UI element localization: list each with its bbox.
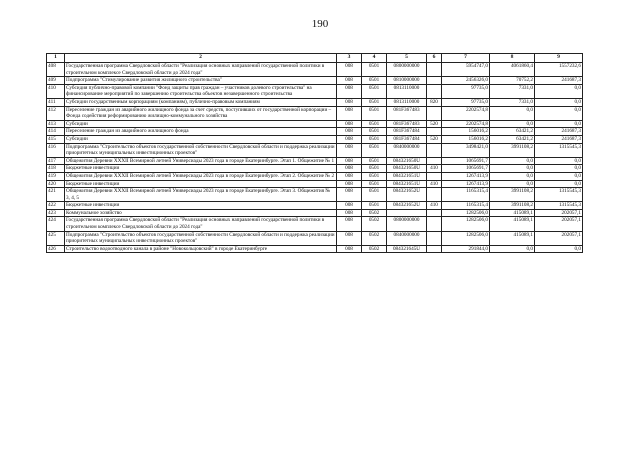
row-amount-2: 0,0 bbox=[490, 120, 535, 128]
table-row bbox=[47, 120, 583, 128]
table-row bbox=[47, 84, 583, 98]
table-row bbox=[47, 63, 583, 77]
row-number: 414 bbox=[47, 128, 65, 136]
row-section-code: 0502 bbox=[362, 209, 387, 217]
row-amount-3: 1557232,6 bbox=[535, 63, 583, 77]
row-expense-type bbox=[427, 231, 442, 245]
row-number: 420 bbox=[47, 180, 65, 188]
row-name: Переселение граждан из аварийного жилищного фонда bbox=[65, 128, 337, 136]
row-amount-3: 202057,1 bbox=[535, 231, 583, 245]
row-expense-type bbox=[427, 84, 442, 98]
row-amount-2: 3991108,2 bbox=[490, 143, 535, 157]
row-number: 415 bbox=[47, 135, 65, 143]
row-amount-3: 241687,3 bbox=[535, 128, 583, 136]
row-section-code: 0501 bbox=[362, 106, 387, 120]
row-amount-3: 0,0 bbox=[535, 98, 583, 106]
row-amount-1: 1165315,4 bbox=[442, 188, 490, 202]
row-ministry-code: 008 bbox=[337, 135, 362, 143]
row-amount-3: 0,0 bbox=[535, 245, 583, 253]
row-amount-1: 1267413,9 bbox=[442, 180, 490, 188]
row-name: Субсидии государственным корпорациям (компаниям), публично-правовым компаниям bbox=[65, 98, 337, 106]
table-row bbox=[47, 128, 583, 136]
row-amount-2: 4061860,4 bbox=[490, 63, 535, 77]
row-section-code: 0501 bbox=[362, 135, 387, 143]
row-name: Подпрограмма "Строительство объектов государственной собственности Свердловской области и поддержка реализации приоритетных муниципальных инвестиционных проектов" bbox=[66, 231, 335, 245]
table-header-row bbox=[47, 54, 583, 63]
row-expense-type bbox=[427, 143, 442, 157]
row-amount-3: 1315545,3 bbox=[535, 143, 583, 157]
row-number: 416 bbox=[47, 143, 65, 157]
row-target-code bbox=[387, 209, 427, 217]
row-target-code: 0813110000 bbox=[387, 98, 427, 106]
row-amount-2: 7331,0 bbox=[490, 98, 535, 106]
row-amount-1: 1065691,7 bbox=[442, 157, 490, 165]
row-amount-2: 415089,1 bbox=[490, 217, 535, 231]
row-target-code: 0810000000 bbox=[387, 77, 427, 85]
row-amount-1: 5954747,0 bbox=[442, 63, 490, 77]
row-number: 424 bbox=[47, 217, 65, 231]
column-header: 2 bbox=[65, 54, 337, 63]
column-header: 9 bbox=[535, 54, 583, 63]
row-expense-type bbox=[427, 217, 442, 231]
row-amount-2: 0,0 bbox=[490, 180, 535, 188]
row-number: 425 bbox=[47, 231, 65, 245]
row-target-code: 081F367484 bbox=[387, 135, 427, 143]
table-row bbox=[47, 188, 583, 202]
row-section-code: 0501 bbox=[362, 143, 387, 157]
row-ministry-code: 008 bbox=[337, 157, 362, 165]
row-ministry-code: 008 bbox=[337, 202, 362, 210]
row-section-code: 0501 bbox=[362, 63, 387, 77]
row-amount-3: 1315545,3 bbox=[535, 202, 583, 210]
column-header: 8 bbox=[490, 54, 535, 63]
table-row bbox=[47, 180, 583, 188]
row-amount-3: 0,0 bbox=[535, 120, 583, 128]
row-ministry-code: 008 bbox=[337, 120, 362, 128]
row-amount-1: 2202574,8 bbox=[442, 106, 490, 120]
row-amount-3: 202057,1 bbox=[535, 209, 583, 217]
row-expense-type: 520 bbox=[427, 120, 442, 128]
row-name: Бюджетные инвестиции bbox=[65, 180, 337, 188]
row-target-code: 0840000000 bbox=[387, 231, 427, 245]
row-target-code: 084321651U bbox=[387, 180, 427, 188]
row-name: Государственная программа Свердловской области "Реализация основных направлений государственной политики в строительном комплексе Свердловской области до 2024 года" bbox=[65, 63, 337, 77]
row-name: Бюджетные инвестиции bbox=[65, 202, 337, 210]
table-row bbox=[47, 231, 583, 245]
row-target-code: 0800000000 bbox=[387, 217, 427, 231]
row-ministry-code: 008 bbox=[337, 188, 362, 202]
row-ministry-code: 008 bbox=[337, 106, 362, 120]
row-name: Переселение граждан из аварийного жилищного фонда за счет средств, поступивших от государственной корпорации – Фонда содействия реформированию жилищно-коммунального хозяйства bbox=[65, 106, 337, 120]
row-target-code: 084321652U bbox=[387, 202, 427, 210]
row-name: Общежития Деревни XXXII Всемирной летней Универсиады 2023 года в городе Екатеринбурге. Этап 3. Общежития № 3, 4, 5 bbox=[65, 188, 337, 202]
row-target-code: 0800000000 bbox=[387, 63, 427, 77]
row-amount-2: 0,0 bbox=[490, 106, 535, 120]
row-ministry-code: 008 bbox=[337, 231, 362, 245]
row-target-code: 084321652U bbox=[387, 188, 427, 202]
row-name: Общежития Деревни XXXII Всемирной летней Универсиады 2023 года в городе Екатеринбурге. Этап 2. Общежитие № 2 bbox=[65, 172, 337, 180]
row-target-code: 0840000000 bbox=[387, 143, 427, 157]
budget-table bbox=[46, 53, 583, 253]
row-expense-type: 520 bbox=[427, 135, 442, 143]
row-amount-2: 70752,2 bbox=[490, 77, 535, 85]
row-number: 419 bbox=[47, 172, 65, 180]
row-amount-1: 97735,0 bbox=[442, 84, 490, 98]
row-amount-2: 0,0 bbox=[490, 157, 535, 165]
table-row bbox=[47, 135, 583, 143]
row-amount-1: 156016,2 bbox=[442, 135, 490, 143]
row-number: 417 bbox=[47, 157, 65, 165]
row-ministry-code: 008 bbox=[337, 180, 362, 188]
row-expense-type bbox=[427, 209, 442, 217]
row-expense-type bbox=[427, 77, 442, 85]
row-amount-3: 0,0 bbox=[535, 180, 583, 188]
row-ministry-code: 008 bbox=[337, 209, 362, 217]
column-header: 1 bbox=[47, 54, 65, 63]
table-row bbox=[47, 98, 583, 106]
row-amount-1: 2456326,0 bbox=[442, 77, 490, 85]
row-name: Государственная программа Свердловской области "Реализация основных направлений государственной политики в строительном комплексе Свердловской области до 2024 года" bbox=[65, 217, 337, 231]
row-expense-type bbox=[427, 128, 442, 136]
table-row bbox=[47, 165, 583, 173]
row-amount-1: 291844,0 bbox=[442, 245, 490, 253]
row-section-code: 0501 bbox=[362, 202, 387, 210]
row-amount-2: 3991108,2 bbox=[490, 188, 535, 202]
row-number: 426 bbox=[47, 245, 65, 253]
row-ministry-code: 008 bbox=[337, 245, 362, 253]
row-amount-1: 97735,0 bbox=[442, 98, 490, 106]
column-header: 4 bbox=[362, 54, 387, 63]
column-header: 6 bbox=[427, 54, 442, 63]
page-number: 190 bbox=[311, 18, 329, 30]
row-section-code: 0501 bbox=[362, 188, 387, 202]
row-name: Субсидия публично-правовой компании "Фонд защиты прав граждан – участников долевого строительства" на финансирование мероприятий по завершению строительства объектов незавершенного строительства bbox=[65, 84, 337, 98]
row-ministry-code: 008 bbox=[337, 63, 362, 77]
row-amount-3: 0,0 bbox=[535, 84, 583, 98]
row-target-code: 081F367484 bbox=[387, 128, 427, 136]
row-ministry-code: 008 bbox=[337, 98, 362, 106]
row-number: 418 bbox=[47, 165, 65, 173]
row-section-code: 0501 bbox=[362, 77, 387, 85]
row-section-code: 0501 bbox=[362, 165, 387, 173]
table-row bbox=[47, 217, 583, 231]
row-amount-3: 241687,3 bbox=[535, 77, 583, 85]
row-name: Подпрограмма "Стимулирование развития жилищного строительства" bbox=[65, 77, 337, 85]
row-amount-1: 1282506,0 bbox=[442, 231, 490, 245]
row-amount-1: 1267413,9 bbox=[442, 172, 490, 180]
table-row bbox=[47, 172, 583, 180]
row-amount-1: 1282506,0 bbox=[442, 217, 490, 231]
row-name: Субсидии bbox=[65, 120, 337, 128]
row-section-code: 0502 bbox=[362, 217, 387, 231]
row-expense-type bbox=[427, 245, 442, 253]
row-amount-3: 0,0 bbox=[535, 172, 583, 180]
row-target-code: 084321645U bbox=[387, 245, 427, 253]
row-section-code: 0501 bbox=[362, 180, 387, 188]
row-name: Общежития Деревни XXXII Всемирной летней Универсиады 2023 года в городе Екатеринбурге. Этап 1. Общежитие № 1 bbox=[65, 157, 337, 165]
row-amount-1: 3498421,0 bbox=[442, 143, 490, 157]
row-number: 408 bbox=[47, 63, 65, 77]
row-expense-type: 410 bbox=[427, 165, 442, 173]
table-body bbox=[47, 63, 583, 253]
row-ministry-code: 008 bbox=[337, 172, 362, 180]
row-ministry-code: 008 bbox=[337, 77, 362, 85]
row-target-code: 081F367483 bbox=[387, 106, 427, 120]
row-section-code: 0502 bbox=[362, 231, 387, 245]
row-amount-2: 0,0 bbox=[490, 172, 535, 180]
row-amount-1: 1065691,7 bbox=[442, 165, 490, 173]
row-section-code: 0501 bbox=[362, 84, 387, 98]
row-number: 412 bbox=[47, 106, 65, 120]
row-amount-1: 1282506,0 bbox=[442, 209, 490, 217]
column-header: 7 bbox=[442, 54, 490, 63]
row-ministry-code: 008 bbox=[337, 143, 362, 157]
column-header: 5 bbox=[387, 54, 427, 63]
row-target-code: 084321650U bbox=[387, 165, 427, 173]
row-section-code: 0501 bbox=[362, 120, 387, 128]
row-name: Подпрограмма "Строительство объектов государственной собственности Свердловской области и поддержка реализации приоритетных муниципальных инвестиционных проектов" bbox=[66, 143, 335, 157]
row-number: 410 bbox=[47, 84, 65, 98]
row-amount-2: 63421,2 bbox=[490, 135, 535, 143]
row-expense-type bbox=[427, 188, 442, 202]
row-section-code: 0502 bbox=[362, 245, 387, 253]
row-amount-2: 0,0 bbox=[490, 165, 535, 173]
row-expense-type bbox=[427, 172, 442, 180]
row-number: 411 bbox=[47, 98, 65, 106]
table-row bbox=[47, 106, 583, 120]
table-row bbox=[47, 245, 583, 253]
row-ministry-code: 008 bbox=[337, 84, 362, 98]
table-row bbox=[47, 202, 583, 210]
row-number: 421 bbox=[47, 188, 65, 202]
row-expense-type bbox=[427, 63, 442, 77]
row-amount-3: 1315545,3 bbox=[535, 188, 583, 202]
row-name: Бюджетные инвестиции bbox=[65, 165, 337, 173]
row-amount-3: 0,0 bbox=[535, 165, 583, 173]
row-name: Субсидии bbox=[65, 135, 337, 143]
row-amount-2: 415089,1 bbox=[490, 209, 535, 217]
row-section-code: 0501 bbox=[362, 98, 387, 106]
row-amount-1: 2202574,8 bbox=[442, 120, 490, 128]
row-amount-2: 63421,2 bbox=[490, 128, 535, 136]
row-amount-3: 0,0 bbox=[535, 157, 583, 165]
row-section-code: 0501 bbox=[362, 157, 387, 165]
row-amount-2: 415089,1 bbox=[490, 231, 535, 245]
row-expense-type bbox=[427, 106, 442, 120]
row-section-code: 0501 bbox=[362, 128, 387, 136]
row-name: Строительство водоотводного канала в районе "Новокольцовский" в городе Екатеринбурге bbox=[65, 245, 337, 253]
row-expense-type: 410 bbox=[427, 202, 442, 210]
row-ministry-code: 008 bbox=[337, 128, 362, 136]
table-row bbox=[47, 157, 583, 165]
row-target-code: 084321651U bbox=[387, 172, 427, 180]
row-number: 409 bbox=[47, 77, 65, 85]
row-number: 422 bbox=[47, 202, 65, 210]
row-section-code: 0501 bbox=[362, 172, 387, 180]
row-amount-3: 0,0 bbox=[535, 106, 583, 120]
row-amount-2: 0,0 bbox=[490, 245, 535, 253]
table-row bbox=[47, 143, 583, 157]
row-amount-2: 3991108,2 bbox=[490, 202, 535, 210]
row-ministry-code: 008 bbox=[337, 217, 362, 231]
row-target-code: 081F367483 bbox=[387, 120, 427, 128]
row-amount-1: 1165315,4 bbox=[442, 202, 490, 210]
row-number: 423 bbox=[47, 209, 65, 217]
table-row bbox=[47, 77, 583, 85]
row-amount-2: 7331,0 bbox=[490, 84, 535, 98]
column-header: 3 bbox=[337, 54, 362, 63]
row-expense-type: 410 bbox=[427, 180, 442, 188]
row-number: 413 bbox=[47, 120, 65, 128]
row-amount-3: 241687,3 bbox=[535, 135, 583, 143]
row-amount-1: 156016,2 bbox=[442, 128, 490, 136]
row-target-code: 084321650U bbox=[387, 157, 427, 165]
table-row bbox=[47, 209, 583, 217]
row-ministry-code: 008 bbox=[337, 165, 362, 173]
row-expense-type bbox=[427, 157, 442, 165]
row-expense-type: 820 bbox=[427, 98, 442, 106]
row-amount-3: 202057,1 bbox=[535, 217, 583, 231]
row-target-code: 0813110000 bbox=[387, 84, 427, 98]
row-name: Коммунальное хозяйство bbox=[65, 209, 337, 217]
